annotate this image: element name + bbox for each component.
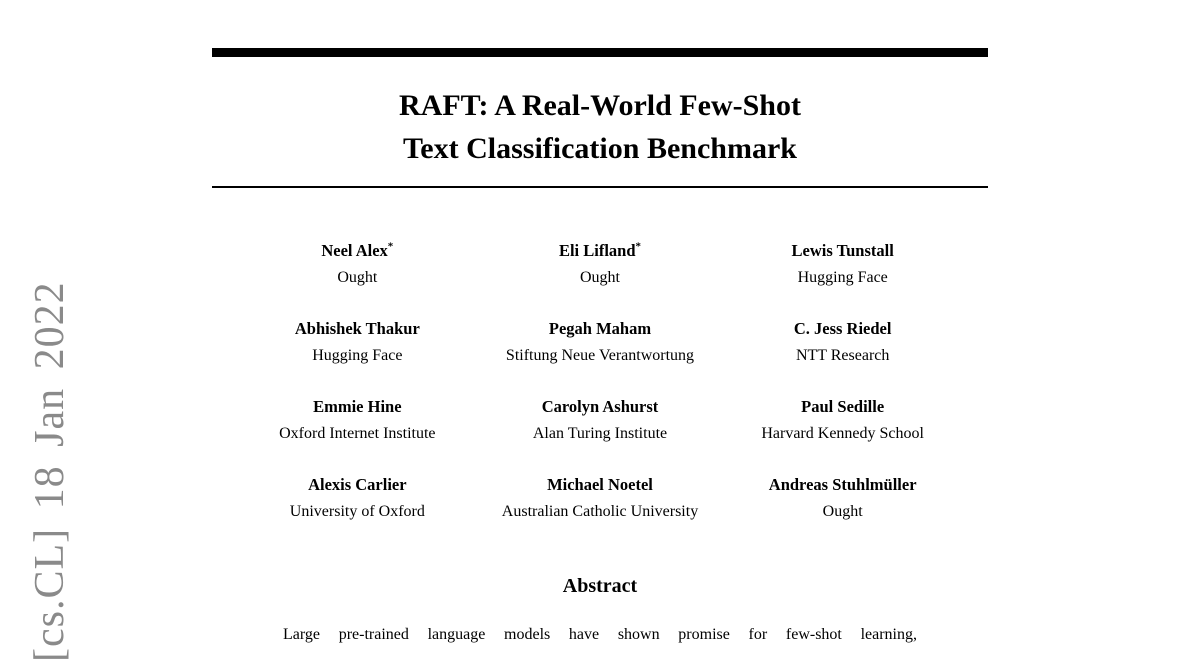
paper-body-column — [212, 0, 988, 648]
author-name — [479, 241, 722, 261]
author-name — [236, 319, 479, 339]
author-block — [236, 241, 479, 287]
author-affiliation: NTT Research — [795, 347, 890, 364]
author-name-text: Carolyn Ashurst — [541, 397, 659, 416]
author-name — [479, 397, 722, 417]
author-block — [236, 475, 479, 521]
author-name-text: Neel Alex — [321, 241, 388, 260]
author-name — [721, 475, 964, 495]
author-name — [721, 397, 964, 417]
paper-title-line-1: RAFT: A Real-World Few-Shot — [399, 89, 801, 122]
author-affiliation: Ought — [337, 269, 378, 286]
author-affiliation: Hugging Face — [797, 269, 888, 286]
paper-title-line-2: Text Classification Benchmark — [403, 132, 797, 165]
author-affiliation: Ought — [822, 503, 863, 520]
author-name-text: Eli Lifland — [558, 241, 636, 260]
paper-title — [212, 84, 988, 170]
author-name — [236, 241, 479, 261]
author-row — [236, 241, 964, 287]
author-name-text: Andreas Stuhlmüller — [768, 475, 917, 494]
author-name-text: Abhishek Thakur — [294, 319, 420, 338]
author-footnote-mark: * — [387, 240, 394, 253]
author-name-text: Lewis Tunstall — [791, 241, 894, 260]
author-name-text: Alexis Carlier — [308, 475, 407, 494]
title-rule-thin — [212, 186, 988, 188]
top-rule-thick — [212, 48, 988, 57]
abstract-heading: Abstract — [562, 575, 638, 597]
author-affiliation: Stiftung Neue Verantwortung — [505, 347, 695, 364]
author-name-text: Michael Noetel — [547, 475, 653, 494]
author-name-text: Emmie Hine — [313, 397, 402, 416]
author-name-text: C. Jess Riedel — [793, 319, 892, 338]
author-affiliation: Ought — [579, 269, 620, 286]
author-block — [236, 397, 479, 443]
author-affiliation: Hugging Face — [312, 347, 403, 364]
author-block — [721, 241, 964, 287]
author-name — [479, 475, 722, 495]
author-affiliation: University of Oxford — [289, 503, 425, 520]
author-block — [479, 475, 722, 521]
author-row — [236, 475, 964, 521]
author-affiliation: Harvard Kennedy School — [761, 425, 924, 442]
abstract-first-line: Large pre-trained language models have shown promise for few-shot learning, — [283, 626, 917, 643]
author-name — [721, 319, 964, 339]
author-block — [721, 319, 964, 365]
author-row — [236, 397, 964, 443]
author-block — [721, 397, 964, 443]
author-affiliation: Australian Catholic University — [501, 503, 699, 520]
author-block — [236, 319, 479, 365]
author-name-text: Pegah Maham — [548, 319, 652, 338]
author-name — [236, 475, 479, 495]
author-block — [721, 475, 964, 521]
author-name — [721, 241, 964, 261]
author-affiliation: Oxford Internet Institute — [279, 425, 436, 442]
author-block — [479, 241, 722, 287]
author-name — [479, 319, 722, 339]
arxiv-sidebar-stamp: [cs.CL] 18 Jan 2022 — [27, 281, 73, 662]
author-row — [236, 319, 964, 365]
author-name — [236, 397, 479, 417]
author-block — [479, 397, 722, 443]
author-name-text: Paul Sedille — [801, 397, 885, 416]
author-block — [479, 319, 722, 365]
author-footnote-mark: * — [635, 240, 642, 253]
author-affiliation: Alan Turing Institute — [532, 425, 668, 442]
